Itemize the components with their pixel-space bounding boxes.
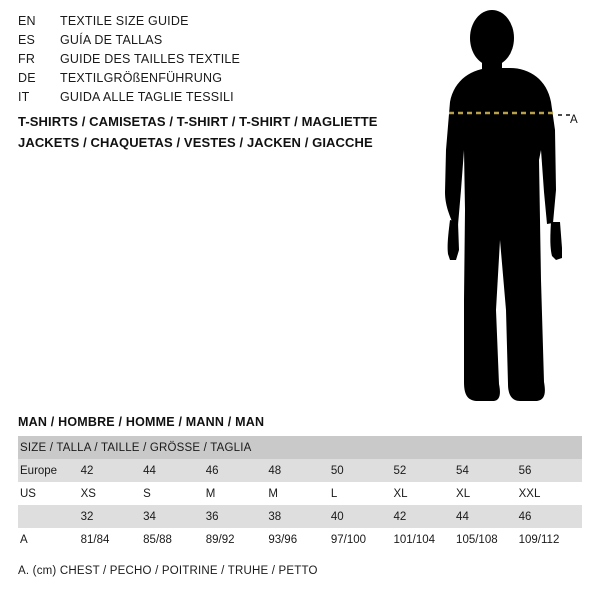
- table-section-title: MAN / HOMBRE / HOMME / MANN / MAN: [18, 415, 265, 429]
- table-cell: 85/88: [143, 528, 206, 551]
- table-cell: 54: [456, 459, 519, 482]
- table-cell: 34: [143, 505, 206, 528]
- language-title: TEXTILGRÖßENFÜHRUNG: [60, 71, 223, 85]
- table-cell: 46: [519, 505, 582, 528]
- table-cell: 40: [331, 505, 394, 528]
- table-cell: 97/100: [331, 528, 394, 551]
- language-code: EN: [18, 14, 36, 28]
- table-cell: 38: [268, 505, 331, 528]
- table-cell: 46: [206, 459, 269, 482]
- language-title: GUÍA DE TALLAS: [60, 33, 163, 47]
- language-title: TEXTILE SIZE GUIDE: [60, 14, 189, 28]
- language-code: DE: [18, 71, 36, 85]
- measure-marker-label: A: [570, 114, 579, 126]
- table-cell: XL: [393, 482, 456, 505]
- language-row: [18, 71, 378, 90]
- table-footnote: A. (cm) CHEST / PECHO / POITRINE / TRUHE / PETTO: [18, 565, 318, 577]
- table-cell: 101/104: [393, 528, 456, 551]
- language-title: GUIDE DES TAILLES TEXTILE: [60, 52, 241, 66]
- language-code: IT: [18, 90, 30, 104]
- row-label: Europe: [18, 459, 81, 482]
- table-cell: M: [268, 482, 331, 505]
- row-label: [18, 505, 81, 528]
- table-cell: 105/108: [456, 528, 519, 551]
- row-label: A: [18, 528, 81, 551]
- table-cell: 52: [393, 459, 456, 482]
- language-row: [18, 90, 378, 109]
- language-title-list: [18, 14, 378, 109]
- table-cell: M: [206, 482, 269, 505]
- size-table-block: [18, 415, 582, 577]
- table-header-row: [18, 436, 582, 459]
- language-code: ES: [18, 33, 36, 47]
- row-label: US: [18, 482, 81, 505]
- table-cell: 44: [456, 505, 519, 528]
- table-cell: 48: [268, 459, 331, 482]
- table-cell: L: [331, 482, 394, 505]
- table-cell: 42: [393, 505, 456, 528]
- language-row: [18, 14, 378, 33]
- table-row: [18, 528, 582, 551]
- garment-category-list: [18, 111, 418, 153]
- language-row: [18, 33, 378, 52]
- table-cell: XXL: [519, 482, 582, 505]
- table-cell: S: [143, 482, 206, 505]
- table-cell: 44: [143, 459, 206, 482]
- language-title: GUIDA ALLE TAGLIE TESSILI: [60, 90, 234, 104]
- category-tshirts: T-SHIRTS / CAMISETAS / T-SHIRT / T-SHIRT / MAGLIETTE: [18, 114, 378, 129]
- table-cell: 42: [81, 459, 144, 482]
- table-cell: 56: [519, 459, 582, 482]
- table-row: [18, 482, 582, 505]
- category-jackets: JACKETS / CHAQUETAS / VESTES / JACKEN / GIACCHE: [18, 135, 373, 150]
- table-cell: 32: [81, 505, 144, 528]
- table-cell: 36: [206, 505, 269, 528]
- table-cell: 89/92: [206, 528, 269, 551]
- table-cell: 81/84: [81, 528, 144, 551]
- table-row: [18, 505, 582, 528]
- male-silhouette-figure: [420, 10, 590, 405]
- size-table: [18, 436, 582, 551]
- table-header-label: SIZE / TALLA / TAILLE / GRÖSSE / TAGLIA: [18, 436, 582, 459]
- table-row: [18, 459, 582, 482]
- table-cell: XS: [81, 482, 144, 505]
- table-cell: 109/112: [519, 528, 582, 551]
- table-cell: 50: [331, 459, 394, 482]
- language-code: FR: [18, 52, 36, 66]
- table-cell: 93/96: [268, 528, 331, 551]
- table-cell: XL: [456, 482, 519, 505]
- language-row: [18, 52, 378, 71]
- silhouette-icon: [420, 10, 590, 405]
